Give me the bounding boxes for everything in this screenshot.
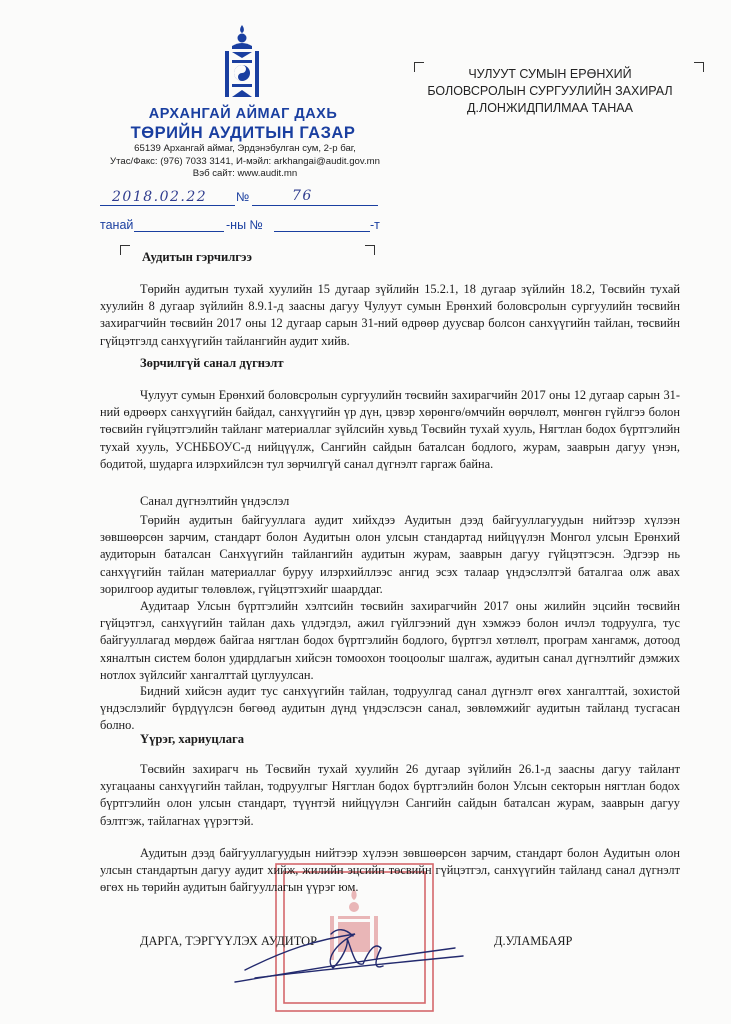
tanai-underline [134, 231, 224, 232]
org-website: Вэб сайт: www.audit.mn [192, 168, 298, 179]
soyombo-emblem-icon [222, 24, 262, 100]
organization-line-2: ТӨРИЙН АУДИТЫН ГАЗАР [130, 124, 356, 142]
letter-number: 76 [292, 188, 313, 204]
corner-mark [120, 245, 130, 255]
org-contact: Утас/Факс: (976) 7033 3141, И-мэйл: arkhangai@audit.gov.mn [110, 156, 380, 167]
opinion-paragraph: Чулуут сумын Ерөнхий боловсролын сургуулийн төсвийн захирагчийн 2017 оны 12 дугаар сарын 31-ний өдрөөрх санхүүгийн байдал, санхүүгийн үр дүн, цэвэр хөрөнгө/өмчийн өөрчлөлт, мөнгөн гүйлгээ болон төсвийн гүйцэтгэлийн тайланг материаллаг зүйлсийн хувьд Төсвийн тухай хууль, Нягтлан бодох бүртгэлийн тухай хууль, УСНББОУС-д нийцүүлж, Сангийн сайдын баталсан бодлого, журам, зааврын дагуу үнэн, бодитой, шударга илэрхийлсэн тул зөрчилгүй санал дүгнэлт гаргаж байна. [100, 388, 680, 471]
recipient-line-3: Д.ЛОНЖИДПИЛМАА ТАНАА [467, 101, 633, 115]
intro-paragraph: Төрийн аудитын тухай хуулийн 15 дугаар зүйлийн 15.2.1, 18 дугаар зүйлийн 18.2, Төсвийн тухай хуулийн 8 дугаар зүйлийн 8.9.1-д заасны дагуу Чулуут сумын Ерөнхий боловсролын сургуулийн төсвийн захирагчийн төсвийн 2017 оны 12 дугаар сарын 31-ний өдрөөр дуусвар болсон санхүүгийн тайлан, төсвийн гүйцэтгэлд санхүүгийн тайлангийн аудит хийв. [100, 282, 680, 348]
t-label: -т [370, 218, 380, 232]
number-underline [252, 205, 378, 206]
signatory-name: Д.УЛАМБАЯР [494, 934, 573, 948]
opinion-heading: Зөрчилгүй санал дүгнэлт [140, 356, 284, 370]
basis-heading: Санал дүгнэлтийн үндэслэл [140, 494, 290, 508]
signatory-title: ДАРГА, ТЭРГҮҮЛЭХ АУДИТОР [140, 934, 317, 948]
duties-heading: Үүрэг, хариуцлага [140, 732, 245, 746]
duties-paragraph-1: Төсвийн захирагч нь Төсвийн тухай хуулийн 26 дугаар зүйлийн 26.1-д заасны дагуу тайлант хугацааны санхүүгийн тайлан, тодруулгыг Нягтлан бодох бүртгэлийн болон Улсын секторын нягтлан бодох бүртгэлийн олон улсын стандарт, түүнтэй нийцүүлэн Сангийн сайдын баталсан журам, зааврын дагуу бэлтгэж, тайлагнах үүрэгтэй. [100, 762, 680, 828]
basis-paragraph-2: Аудитаар Улсын бүртгэлийн хэлтсийн төсвийн захирагчийн 2017 оны жилийн эцсийн төсвийн гүйцэтгэл, санхүүгийн тайлан дахь үлдэгдэл, ажил гүйлгээний дүн хэмжээ болон ичлэл тодруулга, тус байгууллагад мөрдөж байгаа нягтлан бодох бүртгэлийн бодлого, бүртгэл хөтлөлт, програм хангамж, дотоод хяналтын систем болон удирдлагын хийсэн томоохон тооцоолыг шалгаж, аудитын санал дүгнэлтийг дэмжих нотлох зүйлсийг хангалттай цуглуулсан. [100, 599, 680, 682]
ny-underline [274, 231, 370, 232]
document-title: Аудитын гэрчилгээ [142, 250, 252, 264]
duties-paragraph-2: Аудитын дээд байгууллагуудын нийтээр хүлээн зөвшөөрсөн зарчим, стандарт болон Аудитын олон улсын стандартын дагуу аудит хийж, жилийн эцсийн төсвийн гүйцэтгэл, санхүүгийн тайланд санал дүгнэлт өгөх нь төрийн аудитын байгууллагын үүрэг юм. [100, 846, 680, 895]
org-address: 65139 Архангай аймаг, Эрдэнэбулган сум, 2-р баг, [134, 143, 356, 154]
basis-paragraph-3: Бидний хийсэн аудит тус санхүүгийн тайлан, тодруулгад санал дүгнэлт өгөх хангалттай, зохистой үндэслэлийг бүрдүүлсэн бөгөөд аудитын дүнд үндэслэсэн санал, зөвлөмжийг аудитын тайланд тусгасан болно. [100, 684, 680, 733]
letter-date: 2018.02.22 [112, 189, 208, 205]
date-underline [100, 205, 235, 206]
basis-paragraph-1: Төрийн аудитын байгууллага аудит хийхдээ Аудитын дээд байгууллагуудын нийтээр хүлээн зөвшөөрсөн зарчим, стандарт болон Аудитын олон улсын стандартад нийцүүлэн Монгол улсын Ерөнхий аудиторын баталсан Санхүүгийн тайлангийн аудитын журам, зааврын дагуу гүйцэтгэсэн. Эдгээр нь санхүүгийн тайлан материаллаг буруу илэрхийллээс ангид эсэх талаар үндэслэлтэй баталгаа олж авах зорилгоор аудитыг төлөвлөж, гүйцэтгэхийг шаарддаг. [100, 513, 680, 596]
ny-label: -ны № [226, 218, 263, 232]
recipient-line-1: ЧУЛУУТ СУМЫН ЕРӨНХИЙ [468, 67, 632, 81]
organization-line-1: АРХАНГАЙ АЙМАГ ДАХЬ [148, 106, 338, 122]
handwritten-signature [225, 920, 465, 992]
number-label: № [236, 190, 250, 204]
tanai-label: танай [100, 218, 134, 232]
corner-mark [365, 245, 375, 255]
recipient-line-2: БОЛОВСРОЛЫН СУРГУУЛИЙН ЗАХИРАЛ [427, 84, 673, 98]
